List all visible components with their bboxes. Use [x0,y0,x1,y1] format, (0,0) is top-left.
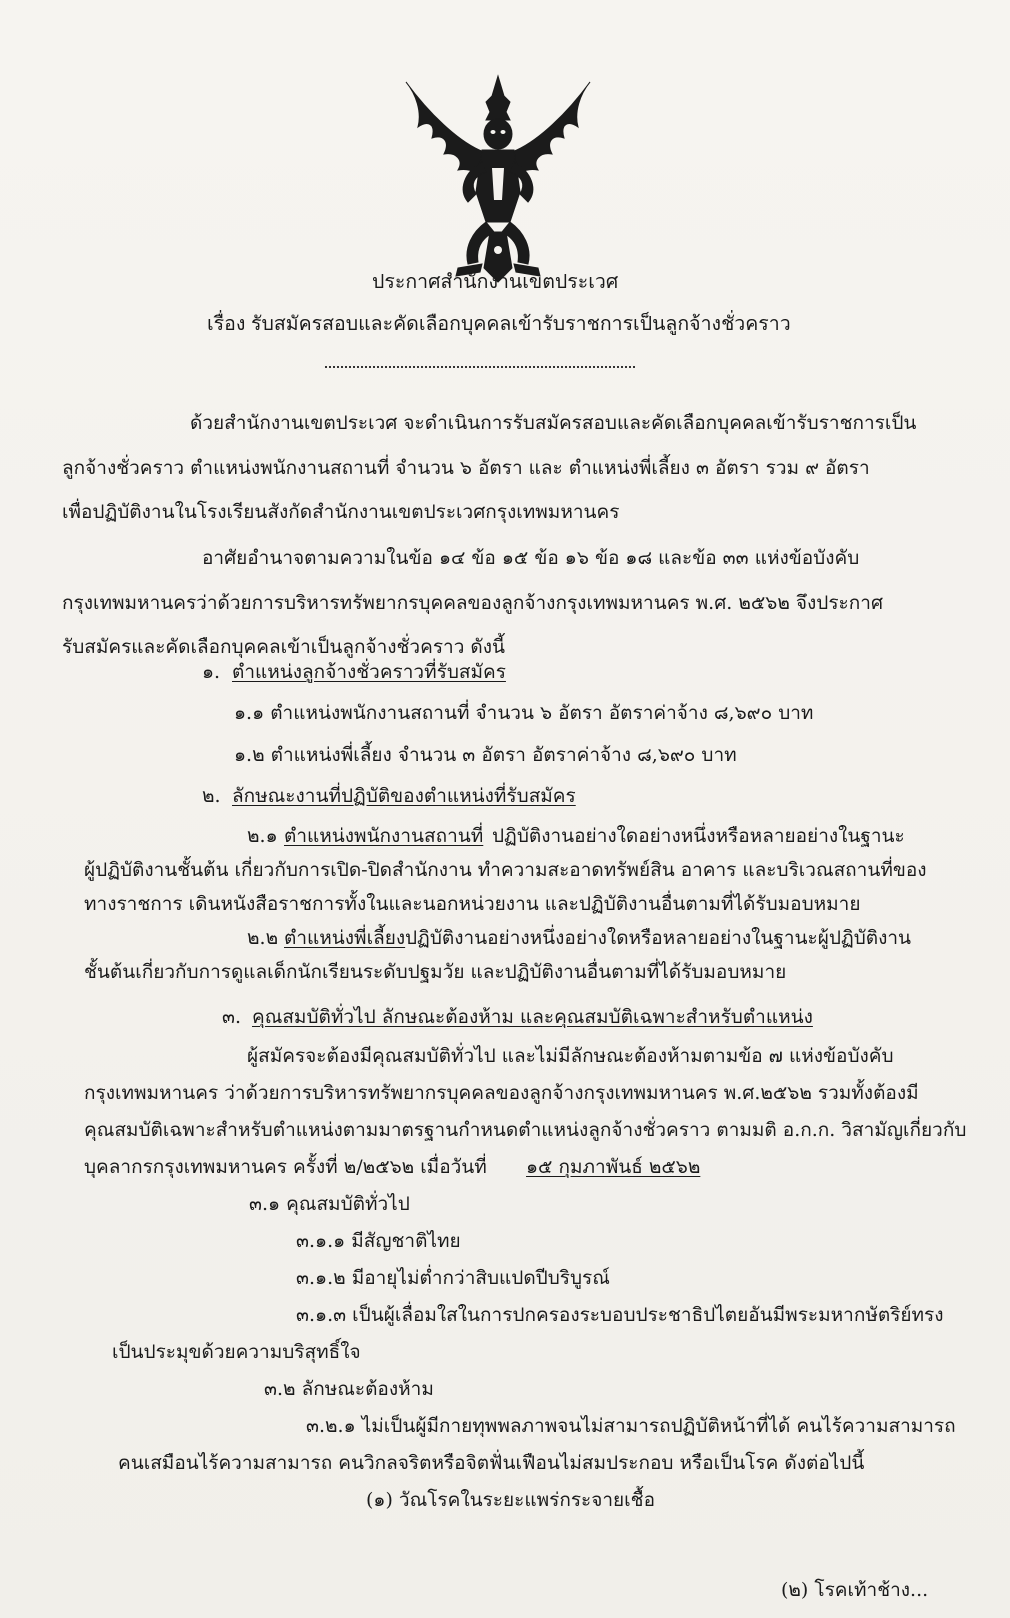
section-3-paragraph-line-3: คุณสมบัติเฉพาะสำหรับตำแหน่งตามมาตรฐานกำหนดตำแหน่งลูกจ้างชั่วคราว ตามมติ อ.ก.ก. วิสามัญเกี่ยวกับ [84,1119,967,1141]
section-2-item-1-number: ๒.๑ [247,825,278,847]
subject-label: เรื่อง [207,312,246,335]
section-1-heading: ตำแหน่งลูกจ้างชั่วคราวที่รับสมัคร [232,661,506,683]
announcement-org-title: ประกาศสำนักงานเขตประเวศ [372,270,619,293]
intro-paragraph-2-line-2: กรุงเทพมหานครว่าด้วยการบริหารทรัพยากรบุคคลของลูกจ้างกรุงเทพมหานคร พ.ศ. ๒๕๖๒ จึงประกาศ [62,592,883,614]
section-3-1-1: ๓.๑.๑ มีสัญชาติไทย [296,1230,461,1252]
section-2-item-2-line-2: ชั้นต้นเกี่ยวกับการดูแลเด็กนักเรียนระดับปฐมวัย และปฏิบัติงานอื่นตามที่ได้รับมอบหมาย [84,961,787,983]
intro-paragraph-1-line-3: เพื่อปฏิบัติงานในโรงเรียนสังกัดสำนักงานเขตประเวศกรุงเทพมหานคร [62,501,620,523]
page-continuation: (๒) โรคเท้าช้าง... [781,1579,929,1601]
intro-paragraph-2-line-1: อาศัยอำนาจตามความในข้อ ๑๔ ข้อ ๑๕ ข้อ ๑๖ ข้อ ๑๘ และข้อ ๓๓ แห่งข้อบังคับ [202,547,860,569]
section-3-1-2: ๓.๑.๒ มีอายุไม่ต่ำกว่าสิบแปดปีบริบูรณ์ [296,1267,610,1289]
section-2-item-2-text: ปฏิบัติงานอย่างหนึ่งอย่างใดหรือหลายอย่างในฐานะผู้ปฏิบัติงาน [405,927,912,949]
section-2-item-1-line-2: ผู้ปฏิบัติงานชั้นต้น เกี่ยวกับการเปิด-ปิดสำนักงาน ทำความสะอาดทรัพย์สิน อาคาร และบริเวณสถานที่ของ [84,859,927,881]
title-divider [325,366,635,368]
intro-paragraph-2-line-3: รับสมัครและคัดเลือกบุคคลเข้าเป็นลูกจ้างชั่วคราว ดังนี้ [62,636,506,658]
section-2-item-2-number: ๒.๒ [247,927,279,949]
section-2-item-2-position: ตำแหน่งพี่เลี้ยง [284,927,406,949]
section-3-2-heading: ๓.๒ ลักษณะต้องห้าม [264,1378,434,1400]
section-2-item-1-line-3: ทางราชการ เดินหนังสือราชการทั้งในและนอกหน่วยงาน และปฏิบัติงานอื่นตามที่ได้รับมอบหมาย [84,893,861,915]
section-1-item-2: ๑.๒ ตำแหน่งพี่เลี้ยง จำนวน ๓ อัตรา อัตราค่าจ้าง ๘,๖๙๐ บาท [234,744,737,766]
section-3-1-3-line-2: เป็นประมุขด้วยความบริสุทธิ์ใจ [112,1341,361,1363]
section-3-number: ๓. [222,1006,242,1028]
section-3-2-1-line-2: คนเสมือนไร้ความสามารถ คนวิกลจริตหรือจิตฟั่นเฟือนไม่สมประกอบ หรือเป็นโรค ดังต่อไปนี้ [118,1452,865,1474]
section-2-item-1-text: ปฏิบัติงานอย่างใดอย่างหนึ่งหรือหลายอย่างในฐานะ [492,825,905,847]
section-3-paragraph-line-4: บุคลากรกรุงเทพมหานคร ครั้งที่ ๒/๒๕๖๒ เมื่อวันที่ [84,1156,487,1178]
section-2-heading: ลักษณะงานที่ปฏิบัติของตำแหน่งที่รับสมัคร [232,785,576,807]
section-3-paragraph-line-1: ผู้สมัครจะต้องมีคุณสมบัติทั่วไป และไม่มีลักษณะต้องห้ามตามข้อ ๗ แห่งข้อบังคับ [247,1045,894,1067]
section-2-number: ๒. [202,785,221,807]
section-3-paragraph-line-2: กรุงเทพมหานคร ว่าด้วยการบริหารทรัพยากรบุคคลของลูกจ้างกรุงเทพมหานคร พ.ศ.๒๕๖๒ รวมทั้งต้องมี [84,1082,919,1104]
intro-paragraph-1-line-2: ลูกจ้างชั่วคราว ตำแหน่งพนักงานสถานที่ จำนวน ๖ อัตรา และ ตำแหน่งพี่เลี้ยง ๓ อัตรา รวม ๙ อัตรา [62,457,870,479]
section-2-item-1-position: ตำแหน่งพนักงานสถานที่ [284,825,484,847]
section-1-item-1: ๑.๑ ตำแหน่งพนักงานสถานที่ จำนวน ๖ อัตรา อัตราค่าจ้าง ๘,๖๙๐ บาท [234,702,814,724]
section-3-heading: คุณสมบัติทั่วไป ลักษณะต้องห้าม และคุณสมบัติเฉพาะสำหรับตำแหน่ง [252,1006,813,1028]
section-3-1-3-line-1: ๓.๑.๓ เป็นผู้เลื่อมใสในการปกครองระบอบประชาธิปไตยอันมีพระมหากษัตริย์ทรง [296,1304,944,1326]
section-3-2-1-line-1: ๓.๒.๑ ไม่เป็นผู้มีกายทุพพลภาพจนไม่สามารถปฏิบัติหน้าที่ได้ คนไร้ความสามารถ [306,1415,956,1437]
section-1-number: ๑. [202,661,221,683]
garuda-emblem-icon [398,72,598,287]
disease-item-1: (๑) วัณโรคในระยะแพร่กระจายเชื้อ [366,1489,655,1511]
intro-paragraph-1-line-1: ด้วยสำนักงานเขตประเวศ จะดำเนินการรับสมัครสอบและคัดเลือกบุคคลเข้ารับราชการเป็น [190,412,917,434]
section-3-meeting-date: ๑๕ กุมภาพันธ์ ๒๕๖๒ [526,1156,701,1178]
section-3-1-heading: ๓.๑ คุณสมบัติทั่วไป [249,1193,410,1215]
subject-text: รับสมัครสอบและคัดเลือกบุคคลเข้ารับราชการเป็นลูกจ้างชั่วคราว [251,312,791,335]
